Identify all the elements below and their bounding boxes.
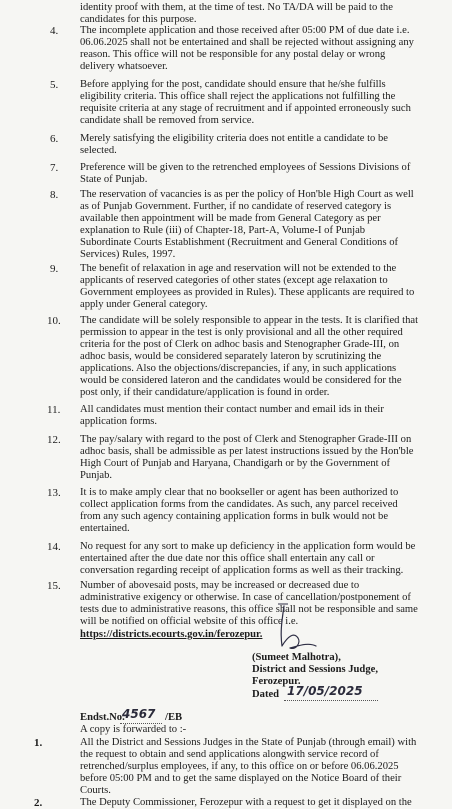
signatory-name: (Sumeet Malhotra), — [252, 652, 341, 663]
clause-line: Merely satisfying the eligibility criteria does not entitle a candidate to be — [80, 133, 389, 144]
clause-line: It is to make amply clear that no bookseller or agent has been authorized to — [80, 487, 399, 498]
clause-number: 7. — [50, 162, 59, 174]
clause-line: The candidate will be solely responsible to appear in the tests. It is clarified that — [80, 315, 419, 326]
signatory-place: Ferozepur. — [252, 676, 301, 687]
dated-label: Dated — [252, 689, 280, 700]
copy-line: retrenched/surplus employees, if any, to this office on or before 06.06.2025 — [80, 761, 399, 772]
clause-line: High Court of Punjab and Haryana, Chandigarh or by the Government of — [80, 458, 391, 469]
clause-line: eligibility criteria. This office shall reject the applications not fulfilling the — [80, 91, 396, 102]
clause-number: 5. — [50, 79, 59, 91]
website-link[interactable]: https://districts.ecourts.gov.in/ferozepur. — [80, 629, 263, 640]
clause-line: criteria for the post of Clerk on adhoc basis and Stenographer Grade-III, on — [80, 339, 400, 350]
clause-line: available then appointment will be made from General Category as per — [80, 213, 381, 224]
clause-line: Number of abovesaid posts, may be increased or decreased due to — [80, 580, 360, 591]
clause-number: 8. — [50, 189, 59, 201]
clause-line: will be notified on official website of this office i.e. — [80, 616, 299, 627]
clause-number: 10. — [47, 315, 61, 327]
clause-line: adhoc basis, shall be admissible as per latest instructions issued by the Hon'ble — [80, 446, 414, 457]
clause-number: 15. — [47, 580, 61, 592]
clause-line: delivery whatsoever. — [80, 61, 168, 72]
copy-line: Courts. — [80, 785, 111, 796]
dated-value-handwritten: 17/05/2025 — [287, 684, 363, 698]
endorsement-number-handwritten: 4567 — [122, 707, 156, 721]
clause-line: adhoc basis, would be considered separately lateron by scrutinizing the — [80, 351, 382, 362]
clause-number: 4. — [50, 25, 59, 37]
clause-line: The benefit of relaxation in age and reservation will not be extended to the — [80, 263, 397, 274]
copy-line: the request to obtain and send applications alongwith service record of — [80, 749, 379, 760]
endorsement-label: Endst.No. — [80, 712, 125, 723]
clause-line: identity proof with them, at the time of test. No TA/DA will be paid to the — [80, 2, 393, 13]
clause-line: applications. Also the objections/discrepancies, if any, in such applications — [80, 363, 397, 374]
clause-number: 12. — [47, 434, 61, 446]
clause-line: from any such agency containing application forms in bulk would not be — [80, 511, 389, 522]
clause-line: as of Punjab Government. Further, if no candidate of reserved category is — [80, 201, 392, 212]
clause-number: 14. — [47, 541, 61, 553]
clause-number: 6. — [50, 133, 59, 145]
clause-line: No request for any sort to make up deficiency in the application form would be — [80, 541, 416, 552]
clause-line: application forms. — [80, 416, 158, 427]
clause-line: applicants of reserved categories of other states (except age relaxation to — [80, 275, 388, 286]
clause-line: Government employees as provided in Rules). These applicants are required to — [80, 287, 415, 298]
copy-line: The Deputy Commissioner, Ferozepur with a request to get it displayed on the — [80, 797, 412, 808]
copy-number: 1. — [34, 737, 43, 749]
clause-line: Services) Rules, 1997. — [80, 249, 176, 260]
copy-line: All the District and Sessions Judges in the State of Punjab (through email) with — [80, 737, 417, 748]
copy-number: 2. — [34, 797, 43, 809]
copy-line: before 05:00 PM and to get the same displayed on the Notice Board of their — [80, 773, 402, 784]
signatory-designation: District and Sessions Judge, — [252, 664, 378, 675]
clause-line: The incomplete application and those received after 05:00 PM of due date i.e. — [80, 25, 410, 36]
clause-line: would be considered lateron and the candidates would be considered for the — [80, 375, 402, 386]
clause-line: post only, if their candidature/application is found in order. — [80, 387, 330, 398]
clause-line: selected. — [80, 145, 117, 156]
clause-line: Punjab. — [80, 470, 113, 481]
clause-line: The pay/salary with regard to the post of Clerk and Stenographer Grade-III on — [80, 434, 412, 445]
clause-line: permission to appear in the test is only provisional and all the other required — [80, 327, 403, 338]
clause-line: Before applying for the post, candidate should ensure that he/she fulfills — [80, 79, 386, 90]
clause-line: Subordinate Courts Establishment (Recruitment and General Conditions of — [80, 237, 399, 248]
clause-line: candidates for this purpose. — [80, 14, 197, 25]
clause-line: entertained after the due date nor this office shall entertain any call or — [80, 553, 375, 564]
clause-number: 11. — [47, 404, 61, 416]
clause-number: 9. — [50, 263, 59, 275]
forwarded-text: A copy is forwarded to :- — [80, 724, 187, 735]
clause-line: tests due to administrative reasons, this office shall not be responsible and same — [80, 604, 418, 615]
clause-line: explanation to Rule (iii) of Chapter-18, Part-A, Volume-I of Punjab — [80, 225, 366, 236]
date-underline — [284, 700, 378, 701]
clause-line: reason. This office will not be responsible for any postal delay or wrong — [80, 49, 386, 60]
clause-line: administrative exigency or otherwise. In case of cancellation/postponement of — [80, 592, 411, 603]
clause-line: All candidates must mention their contact number and email ids in their — [80, 404, 384, 415]
clause-line: conversation regarding receipt of application forms as well as their tracking. — [80, 565, 404, 576]
clause-line: 06.06.2025 shall not be entertained and shall be rejected without assigning any — [80, 37, 414, 48]
endorsement-suffix: /EB — [165, 712, 183, 723]
clause-line: candidate shall be removed from service. — [80, 115, 255, 126]
clause-line: requisite criteria at any stage of recruitment and if appointed erroneously such — [80, 103, 411, 114]
clause-line: Preference will be given to the retrenched employees of Sessions Divisions of — [80, 162, 411, 173]
clause-line: collect application forms from the candidates. As such, any parcel received — [80, 499, 398, 510]
clause-line: The reservation of vacancies is as per the policy of Hon'ble High Court as well — [80, 189, 414, 200]
clause-line: State of Punjab. — [80, 174, 148, 185]
clause-line: entertained. — [80, 523, 130, 534]
signature-scribble — [268, 602, 328, 656]
clause-line: apply under General category. — [80, 299, 208, 310]
clause-number: 13. — [47, 487, 61, 499]
